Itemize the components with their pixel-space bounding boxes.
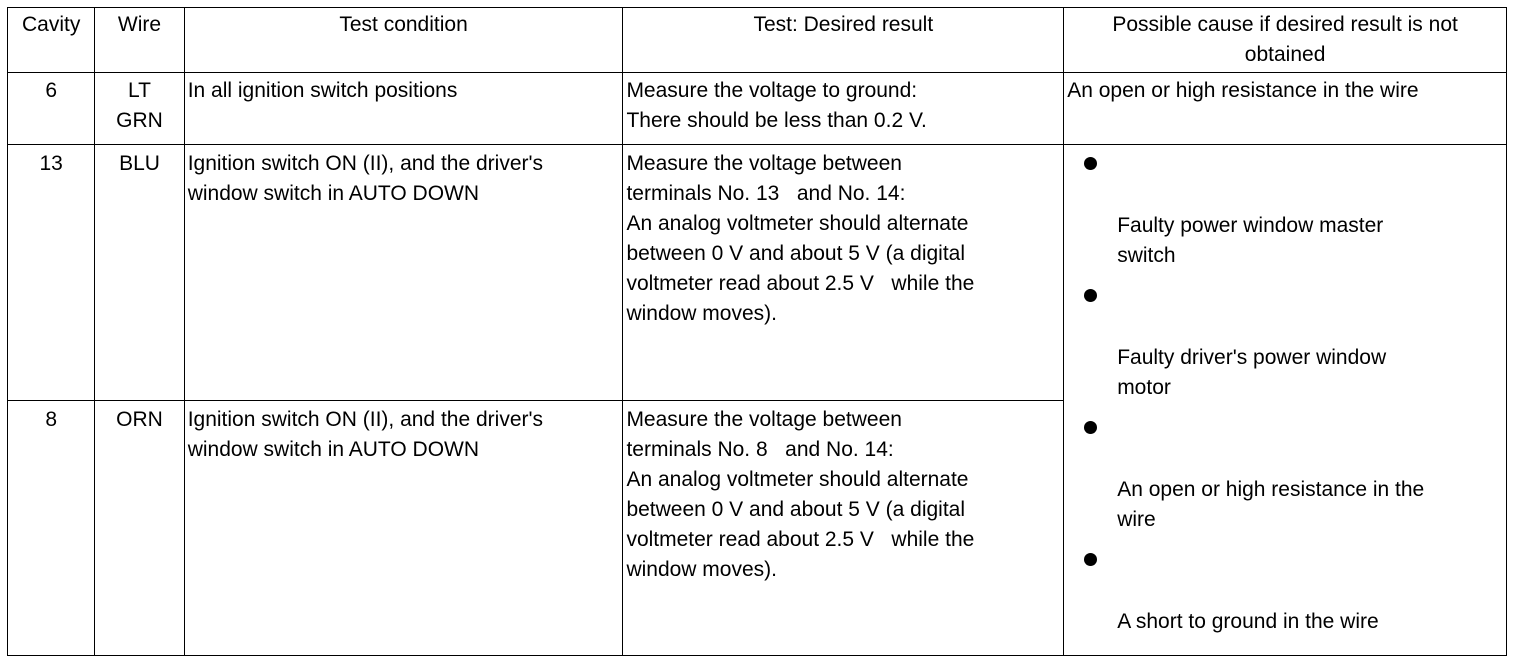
cause-text-line: Faulty power window master bbox=[1117, 214, 1384, 237]
header-possible-cause bbox=[1064, 8, 1507, 73]
condition-line: Ignition switch ON (II), and the driver's bbox=[187, 152, 543, 175]
cell-wire: ORN bbox=[95, 400, 184, 656]
condition-line: In all ignition switch positions bbox=[187, 79, 458, 102]
cause-text-line: switch bbox=[1117, 244, 1176, 267]
condition-line: window switch in AUTO DOWN bbox=[187, 437, 480, 461]
cell-shared-causes bbox=[1064, 145, 1507, 656]
bullet-icon bbox=[1084, 157, 1097, 170]
cause-text-line: Faulty driver's power window bbox=[1117, 346, 1387, 369]
header-row bbox=[8, 8, 1507, 73]
result-line: voltmeter read about 2.5 V while the bbox=[626, 272, 975, 295]
header-wire: Wire bbox=[95, 8, 184, 73]
condition-line: Ignition switch ON (II), and the driver's bbox=[187, 407, 543, 431]
result-line: terminals No. 13 and No. 14: bbox=[626, 182, 906, 205]
bullet-icon bbox=[1084, 421, 1097, 434]
table-row bbox=[8, 145, 1507, 401]
cause-list-item bbox=[1084, 289, 1496, 403]
result-line: Measure the voltage between bbox=[626, 152, 902, 175]
header-test-condition: Test condition bbox=[184, 8, 623, 73]
cause-list-item bbox=[1084, 553, 1496, 637]
cell-desired-result bbox=[623, 400, 1064, 656]
table-row bbox=[8, 73, 1507, 145]
wire-line1: LT bbox=[128, 79, 151, 102]
result-line: window moves). bbox=[626, 557, 777, 581]
cell-test-condition bbox=[184, 73, 623, 145]
wire-line2: GRN bbox=[116, 109, 163, 132]
result-line: voltmeter read about 2.5 V while the bbox=[626, 527, 975, 551]
cause-list-item bbox=[1084, 421, 1496, 535]
cell-test-condition bbox=[184, 400, 623, 656]
cell-cavity: 6 bbox=[8, 73, 95, 145]
cell-desired-result bbox=[623, 145, 1064, 401]
cell-cavity: 8 bbox=[8, 400, 95, 656]
result-line: terminals No. 8 and No. 14: bbox=[626, 437, 894, 461]
result-line: window moves). bbox=[626, 302, 777, 325]
result-line: between 0 V and about 5 V (a digital bbox=[626, 242, 966, 265]
result-line: Measure the voltage between bbox=[626, 407, 902, 431]
test-table-sheet bbox=[7, 7, 1507, 631]
cause-text-line: motor bbox=[1117, 376, 1171, 399]
header-cause-line1: Possible cause if desired result is not bbox=[1112, 13, 1458, 36]
cell-cavity: 13 bbox=[8, 145, 95, 401]
cause-text-line: A short to ground in the wire bbox=[1117, 610, 1379, 633]
test-table bbox=[7, 7, 1507, 656]
result-line: An analog voltmeter should alternate bbox=[626, 467, 969, 491]
cell-possible-cause: An open or high resistance in the wire bbox=[1064, 73, 1507, 145]
header-cause-line2: obtained bbox=[1244, 43, 1326, 66]
bullet-icon bbox=[1084, 289, 1097, 302]
cause-text-line: An open or high resistance in the bbox=[1117, 478, 1425, 501]
result-line: Measure the voltage to ground: bbox=[626, 79, 918, 102]
cell-wire bbox=[95, 73, 184, 145]
cell-desired-result bbox=[623, 73, 1064, 145]
result-line: An analog voltmeter should alternate bbox=[626, 212, 969, 235]
cause-list-item bbox=[1084, 157, 1496, 271]
bullet-icon bbox=[1084, 553, 1097, 566]
result-line: between 0 V and about 5 V (a digital bbox=[626, 497, 966, 521]
condition-line: window switch in AUTO DOWN bbox=[187, 182, 480, 205]
header-cavity: Cavity bbox=[8, 8, 95, 73]
cell-wire: BLU bbox=[95, 145, 184, 401]
cell-test-condition bbox=[184, 145, 623, 401]
result-line: There should be less than 0.2 V. bbox=[626, 109, 927, 132]
header-desired-result: Test: Desired result bbox=[623, 8, 1064, 73]
cause-text-line: wire bbox=[1117, 508, 1156, 531]
